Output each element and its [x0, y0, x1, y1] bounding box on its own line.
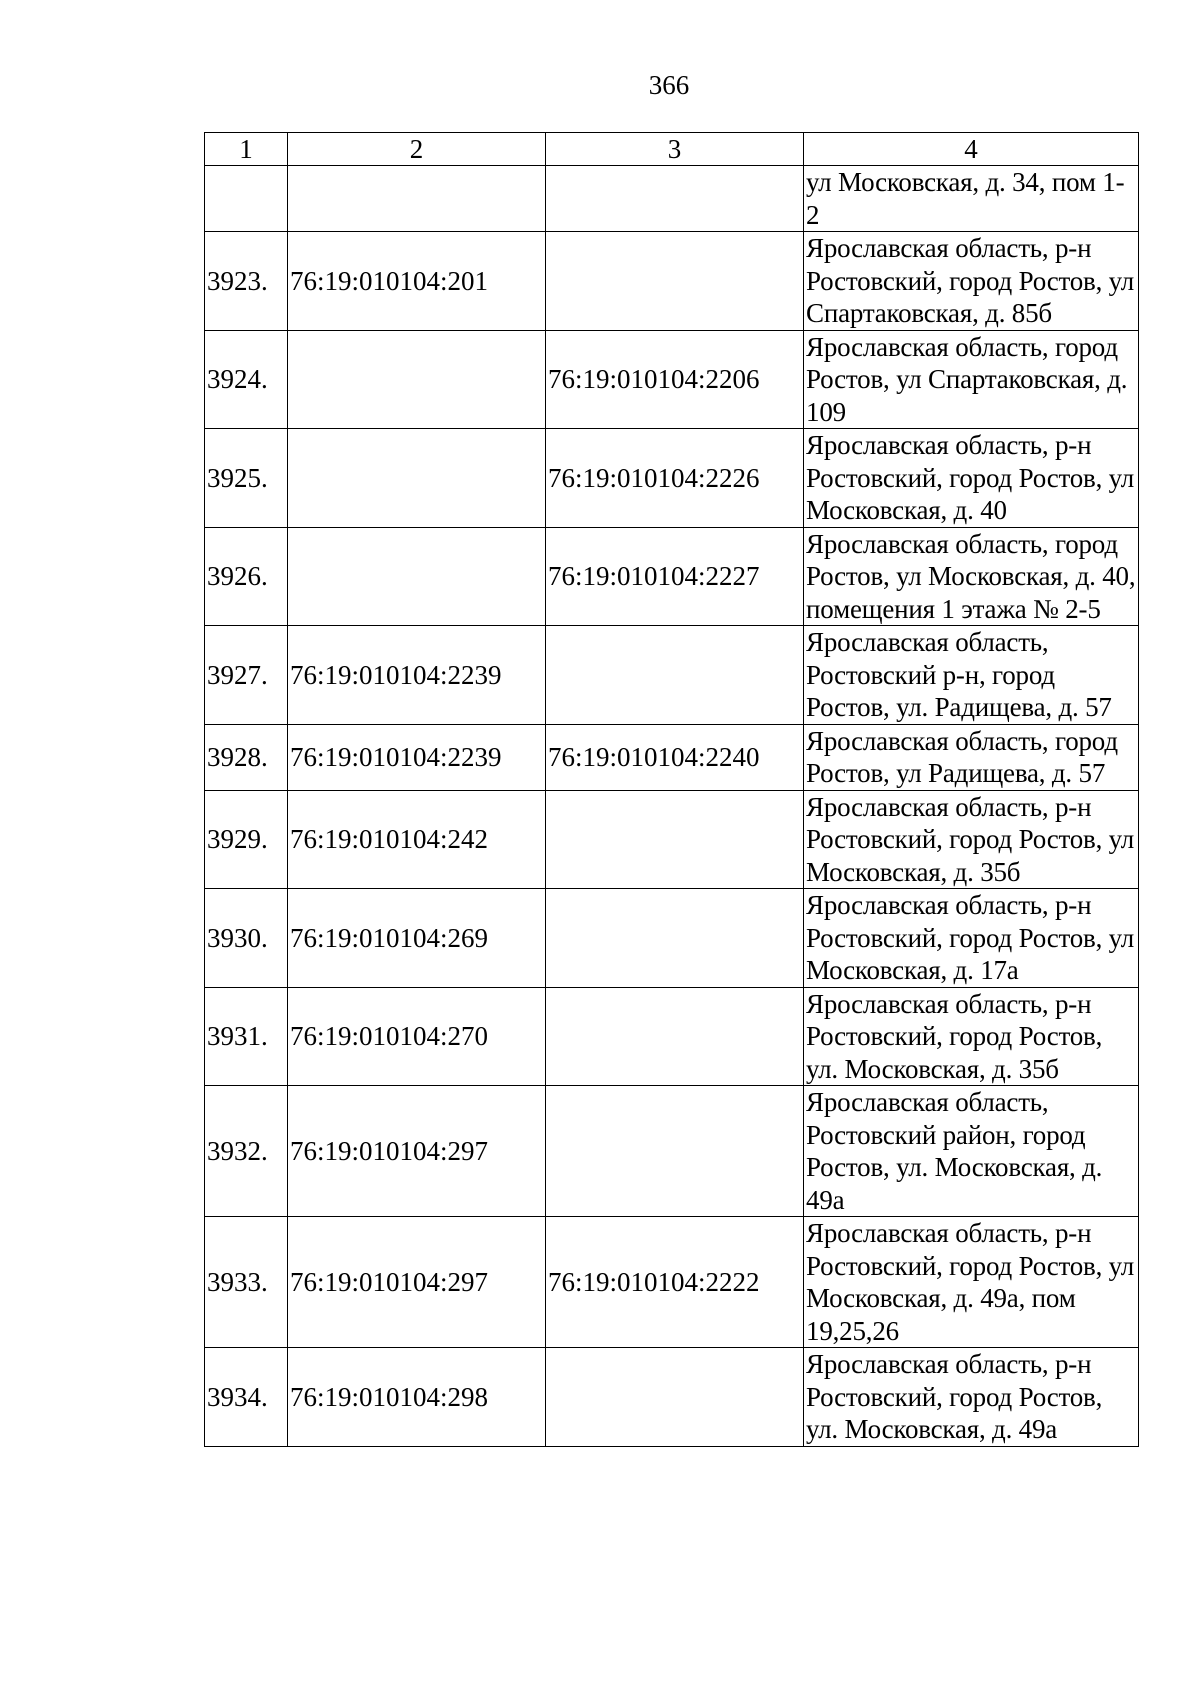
cadastral-number-col2: 76:19:010104:2239 [287, 724, 545, 790]
cadastral-number-col3 [546, 987, 804, 1086]
cadastral-number-col3 [546, 1086, 804, 1217]
cadastral-number-col3: 76:19:010104:2227 [546, 527, 804, 626]
table-row [205, 1086, 1139, 1217]
table-row [205, 527, 1139, 626]
header-row [205, 133, 1139, 166]
address-cell: Ярославская область, р-н Ростовский, город Ростов, ул Московская, д. 35б [804, 790, 1139, 889]
header-cell: 4 [804, 133, 1139, 166]
table-row [205, 429, 1139, 528]
address-cell: Ярославская область, город Ростов, ул Спартаковская, д. 109 [804, 330, 1139, 429]
table-row [205, 1217, 1139, 1348]
header-cell: 1 [205, 133, 288, 166]
cadastral-number-col2 [287, 330, 545, 429]
row-number: 3931. [205, 987, 288, 1086]
cadastral-number-col2: 76:19:010104:242 [287, 790, 545, 889]
table-row [205, 1348, 1139, 1447]
page-number: 366 [648, 70, 690, 100]
cadastral-number-col2: 76:19:010104:269 [287, 889, 545, 988]
cadastral-number-col3: 76:19:010104:2222 [546, 1217, 804, 1348]
table-row [205, 232, 1139, 331]
row-number [205, 166, 288, 232]
header-cell: 2 [287, 133, 545, 166]
cadastral-number-col3: 76:19:010104:2226 [546, 429, 804, 528]
address-cell: Ярославская область, Ростовский район, город Ростов, ул. Московская, д. 49а [804, 1086, 1139, 1217]
cadastral-number-col2 [287, 429, 545, 528]
address-cell: Ярославская область, р-н Ростовский, город Ростов, ул. Московская, д. 35б [804, 987, 1139, 1086]
address-cell: Ярославская область, город Ростов, ул Радищева, д. 57 [804, 724, 1139, 790]
address-cell: Ярославская область, р-н Ростовский, город Ростов, ул Спартаковская, д. 85б [804, 232, 1139, 331]
table-row [205, 330, 1139, 429]
cadastral-number-col3 [546, 232, 804, 331]
row-number: 3923. [205, 232, 288, 331]
address-cell: Ярославская область, р-н Ростовский, город Ростов, ул. Московская, д. 49а [804, 1348, 1139, 1447]
cadastral-number-col2 [287, 166, 545, 232]
registry-table [204, 132, 1139, 1447]
row-number: 3929. [205, 790, 288, 889]
address-cell: ул Московская, д. 34, пом 1-2 [804, 166, 1139, 232]
cadastral-number-col2 [287, 527, 545, 626]
cadastral-number-col3: 76:19:010104:2206 [546, 330, 804, 429]
address-cell: Ярославская область, р-н Ростовский, город Ростов, ул Московская, д. 49а, пом 19,25,26 [804, 1217, 1139, 1348]
cadastral-number-col2: 76:19:010104:297 [287, 1217, 545, 1348]
table-row [205, 626, 1139, 725]
table-row [205, 987, 1139, 1086]
row-number: 3930. [205, 889, 288, 988]
row-number: 3934. [205, 1348, 288, 1447]
cadastral-number-col2: 76:19:010104:201 [287, 232, 545, 331]
row-number: 3933. [205, 1217, 288, 1348]
table-row [205, 889, 1139, 988]
table-row [205, 790, 1139, 889]
row-number: 3927. [205, 626, 288, 725]
cadastral-number-col3 [546, 1348, 804, 1447]
address-cell: Ярославская область, город Ростов, ул Московская, д. 40, помещения 1 этажа № 2-5 [804, 527, 1139, 626]
cadastral-number-col2: 76:19:010104:298 [287, 1348, 545, 1447]
cadastral-number-col3 [546, 626, 804, 725]
cadastral-number-col3 [546, 790, 804, 889]
cadastral-number-col2: 76:19:010104:297 [287, 1086, 545, 1217]
row-number: 3924. [205, 330, 288, 429]
row-number: 3926. [205, 527, 288, 626]
row-number: 3928. [205, 724, 288, 790]
address-cell: Ярославская область, р-н Ростовский, город Ростов, ул Московская, д. 40 [804, 429, 1139, 528]
cadastral-number-col2: 76:19:010104:2239 [287, 626, 545, 725]
table-row [205, 166, 1139, 232]
table-row [205, 724, 1139, 790]
header-cell: 3 [546, 133, 804, 166]
address-cell: Ярославская область, р-н Ростовский, город Ростов, ул Московская, д. 17а [804, 889, 1139, 988]
cadastral-number-col3 [546, 889, 804, 988]
row-number: 3925. [205, 429, 288, 528]
cadastral-number-col3: 76:19:010104:2240 [546, 724, 804, 790]
address-cell: Ярославская область, Ростовский р-н, город Ростов, ул. Радищева, д. 57 [804, 626, 1139, 725]
cadastral-number-col3 [546, 166, 804, 232]
row-number: 3932. [205, 1086, 288, 1217]
cadastral-number-col2: 76:19:010104:270 [287, 987, 545, 1086]
